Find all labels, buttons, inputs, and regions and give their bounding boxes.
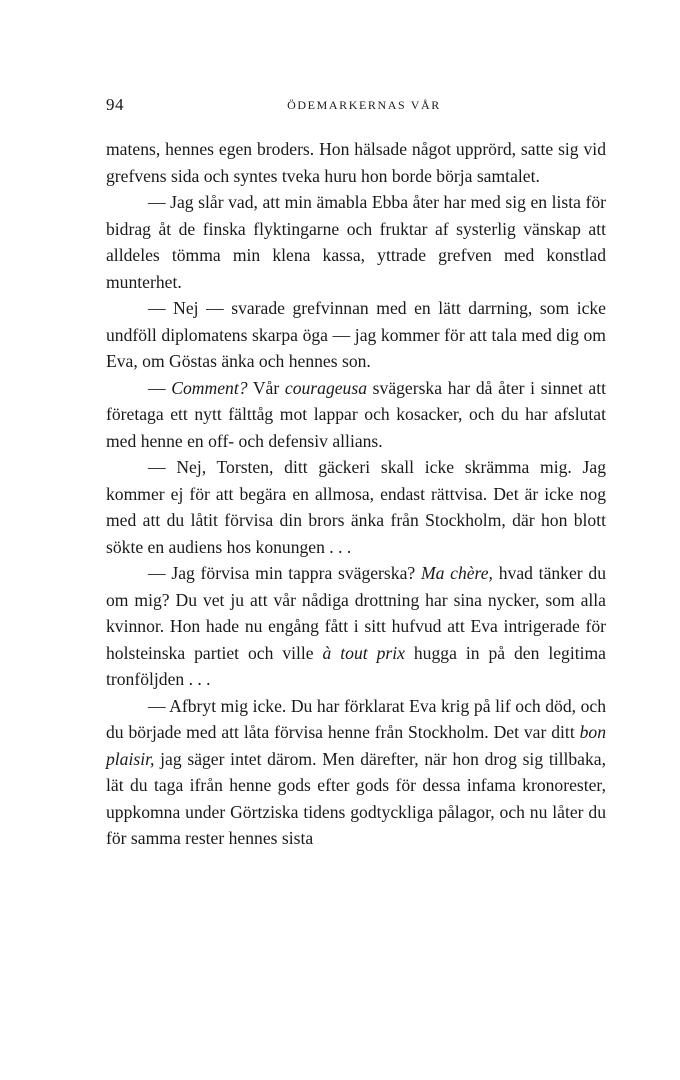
running-title: ÖDEMARKERNAS VÅR [287,98,441,112]
italic-text: Ma chère, [420,563,493,583]
italic-text: Comment? [171,377,248,398]
text-run: — Jag förvisa min tappra svägerska? [148,563,421,583]
paragraph [106,454,606,560]
paragraph [106,560,606,693]
running-head [106,95,606,117]
text-run: — [148,377,172,398]
text-run: svägerska har då åter i sinnet att företaga ett nytt fälttåg mot lappar och kosacker, och du har afslutat med henne en off- och defensiv allians. [106,377,606,451]
text-run: — Nej — svarade grefvinnan med en lätt darrning, som icke undföll diplomatens skarpa öga — jag kommer för att tala med dig om Eva, om Göstas änka och hennes son. [106,298,606,371]
page-number: 94 [106,95,124,114]
text-run: matens, hennes egen broders. Hon hälsade något upprörd, satte sig vid grefvens sida och syntes tveka huru hon borde börja samtalet. [106,139,606,186]
italic-text: courageusa [284,377,367,398]
text-run: hvad tänker du om mig? Du vet ju att vår nådiga drottning har sina nycker, som alla kvinnor. Hon hade nu engång fått i sitt hufvud att Eva intrigerade för holsteinska partiet och ville [106,563,606,663]
paragraph [106,295,606,375]
body-text [106,136,606,852]
text-run: Vår [247,377,285,398]
italic-text: bon plaisir, [106,722,606,769]
text-run: — Afbryt mig icke. Du har förklarat Eva krig på lif och död, och du började med att låta förvisa henne från Stockholm. Det var ditt [106,695,606,742]
paragraph [106,136,606,189]
italic-text: à tout prix [322,642,405,663]
text-run: jag säger intet därom. Men därefter, när hon drog sig tillbaka, lät du taga ifrån henne gods efter gods för dessa infama kronorester, uppkomna under Görtziska tidens godtyckliga pålagor, och nu låter du för samma rester hennes sista [106,748,606,848]
text-run: — Nej, Torsten, ditt gäckeri skall icke skrämma mig. Jag kommer ej för att begära en allmosa, endast rättvisa. Det är icke nog med att du låtit förvisa din brors änka från Stockholm, där hon blott sökte en audiens hos konungen . . . [106,457,606,557]
paragraph [106,189,606,295]
paragraph [106,693,606,852]
text-run: hugga in på den legitima tronföljden . . . [106,642,606,689]
text-run: — Jag slår vad, att min ämabla Ebba åter har med sig en lista för bidrag åt de finska flyktingarne och fruktar af systerlig vänskap att alldeles tömma min klena kassa, yttrade grefven med konstlad munterhet. [106,192,606,292]
paragraph [106,375,606,455]
